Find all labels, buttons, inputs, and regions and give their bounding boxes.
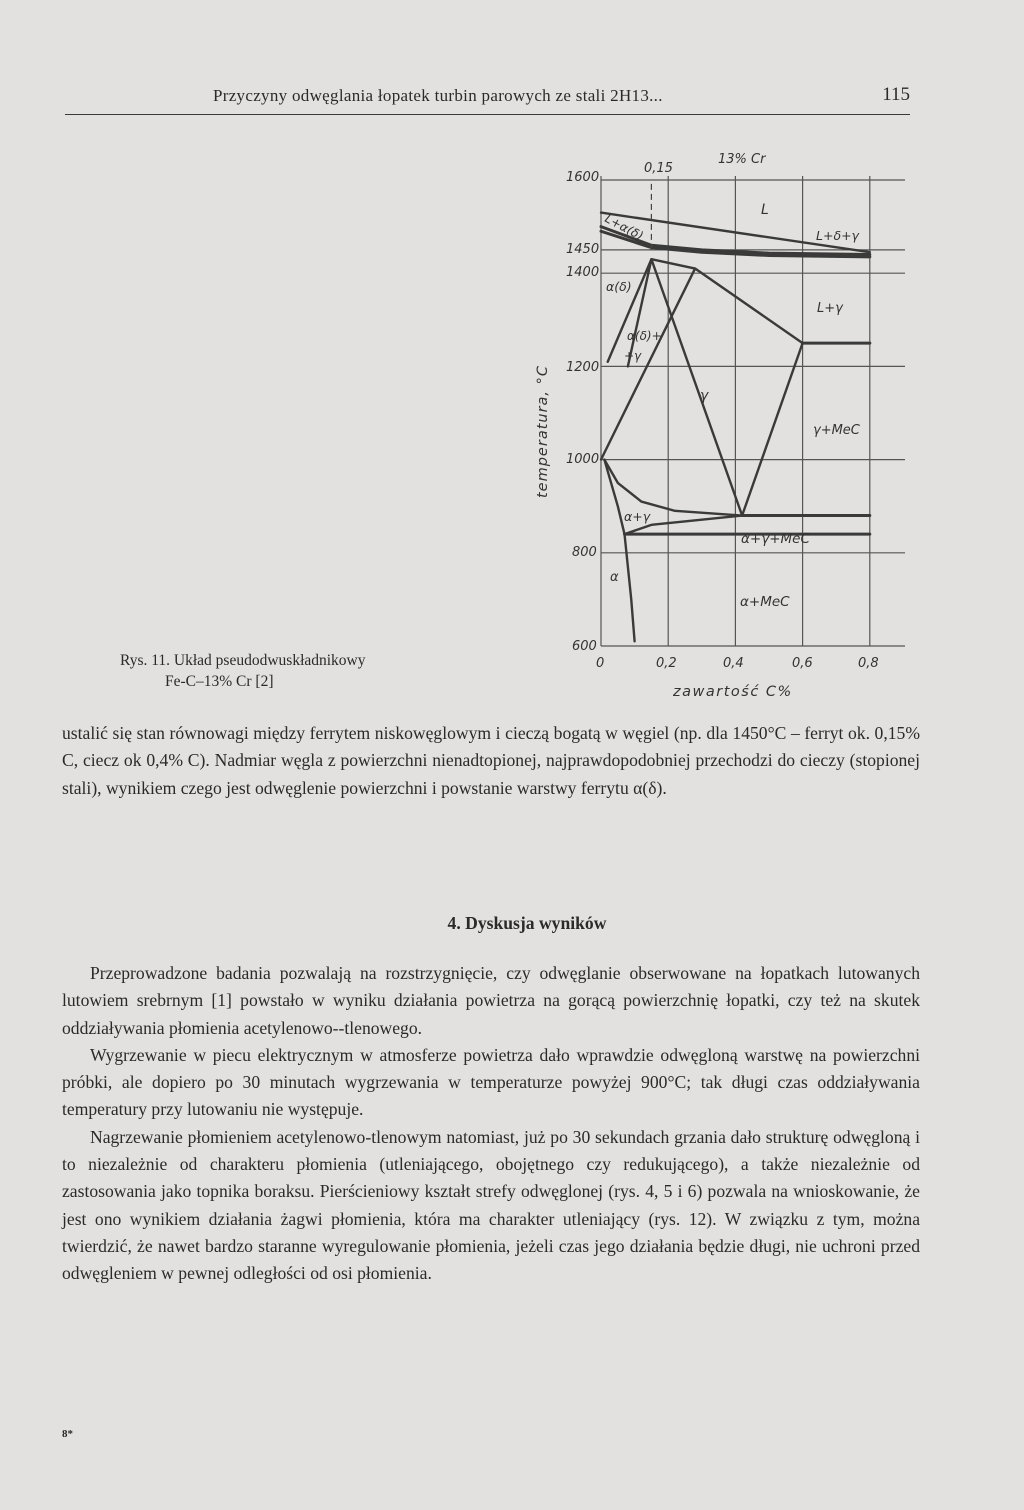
running-title: Przyczyny odwęglania łopatek turbin parowych ze stali 2H13... bbox=[213, 86, 663, 105]
phase-boundary-line bbox=[742, 343, 802, 515]
x-tick-0-8: 0,8 bbox=[858, 656, 879, 671]
region-L-delta-gamma: L+δ+γ bbox=[816, 228, 859, 243]
region-alpha-delta-gamma-2: +γ bbox=[624, 349, 642, 363]
region-L: L bbox=[761, 202, 769, 218]
figure-caption bbox=[120, 650, 366, 692]
y-tick-1200: 1200 bbox=[566, 360, 600, 375]
top-label: 13% Cr bbox=[718, 152, 766, 167]
x-tick-0-4: 0,4 bbox=[723, 656, 744, 671]
section-heading: 4. Dyskusja wyników bbox=[447, 913, 607, 933]
region-alpha-delta: α(δ) bbox=[606, 279, 632, 294]
region-alpha-gamma-MeC: α+γ+MeC bbox=[741, 531, 810, 547]
y-tick-600: 600 bbox=[572, 639, 597, 654]
phase-diagram bbox=[0, 0, 1024, 720]
x-axis-label: zawartość C% bbox=[673, 684, 793, 700]
paragraph-continued bbox=[62, 720, 920, 802]
y-axis-label: temperatura, °C bbox=[535, 364, 551, 498]
y-tick-1450: 1450 bbox=[566, 242, 600, 257]
region-gamma: γ bbox=[700, 388, 709, 404]
x-tick-0-2: 0,2 bbox=[656, 656, 677, 671]
y-tick-1400: 1400 bbox=[566, 265, 600, 280]
y-tick-800: 800 bbox=[572, 545, 597, 560]
region-gamma-MeC: γ+MeC bbox=[813, 423, 860, 438]
phase-boundary-line bbox=[625, 534, 635, 641]
phase-boundary-line bbox=[651, 259, 802, 343]
section-paragraph-2: Wygrzewanie w piecu elektrycznym w atmosferze powietrza dało wprawdzie odwęgloną warstwę na powierzchni próbki, ale dopiero po 30 minutach wygrzewania w temperaturze powyżej 900°C; tak długi czas oddziaływania temperatury przy lutowaniu nie występuje. bbox=[62, 1044, 920, 1120]
marker-label: 0,15 bbox=[644, 161, 673, 176]
section-body bbox=[62, 960, 920, 1288]
y-tick-1600: 1600 bbox=[566, 170, 600, 185]
x-tick-0-6: 0,6 bbox=[792, 656, 813, 671]
x-tick-0: 0 bbox=[596, 656, 605, 671]
region-alpha-delta-gamma-1: α(δ)+ bbox=[627, 329, 662, 343]
region-L-alpha: L+α(δ) bbox=[602, 211, 646, 244]
phase-boundary-line bbox=[604, 460, 624, 535]
caption-line-2: Fe-C–13% Cr [2] bbox=[165, 673, 274, 690]
region-alpha: α bbox=[610, 570, 619, 585]
phase-boundary-line bbox=[628, 259, 742, 515]
region-alpha-gamma: α+γ bbox=[624, 509, 651, 524]
phase-boundary-line bbox=[604, 460, 742, 516]
section-paragraph-3: Nagrzewanie płomieniem acetylenowo-tlenowym natomiast, już po 30 sekundach grzania dało strukturę odwęgloną i to niezależnie od charakteru płomienia (utleniającego, obojętnego czy redukującego), a także niezależnie od zastosowania jako topnika boraksu. Pierścieniowy kształt strefy odwęglonej (rys. 4, 5 i 6) pozwala na wnioskowanie, że jest ono wynikiem działania żagwi płomienia, która ma charakter utleniający (rys. 12). W związku z tym, można twierdzić, że nawet bardzo staranne wyregulowanie płomienia, jeżeli czas jego działania będzie długi, nie uchroni przed odwęgleniem w pewnej odległości od osi płomienia. bbox=[62, 1126, 920, 1284]
paragraph-1: ustalić się stan równowagi między ferrytem niskowęglowym i cieczą bogatą w węgiel (np. dla 1450°C – ferryt ok. 0,15% C, ciecz ok 0,4% C). Nadmiar węgla z powierzchni nienadtopionej, najprawdopodobniej przechodzi do cieczy (stopionej stali), wynikiem czego jest odwęglenie powierzchni i powstanie warstwy ferrytu α(δ). bbox=[62, 723, 920, 798]
phase-boundary-line bbox=[601, 269, 695, 460]
page-number: 115 bbox=[882, 84, 910, 105]
caption-line-1: Rys. 11. Układ pseudodwuskładnikowy bbox=[120, 652, 366, 669]
y-tick-1000: 1000 bbox=[566, 452, 600, 467]
region-L-gamma: L+γ bbox=[817, 301, 843, 316]
phase-boundary-line bbox=[608, 259, 652, 362]
region-alpha-MeC: α+MeC bbox=[740, 594, 790, 610]
signature-mark: 8* bbox=[62, 1428, 73, 1440]
section-paragraph-1: Przeprowadzone badania pozwalają na rozstrzygnięcie, czy odwęglanie obserwowane na łopatkach lutowanych lutowiem srebrnym [1] powstało w wyniku działania powietrza na gorącą powierzchnię łopatki, czy też na skutek oddziaływania płomienia acetylenowo--tlenowego. bbox=[62, 963, 920, 1038]
